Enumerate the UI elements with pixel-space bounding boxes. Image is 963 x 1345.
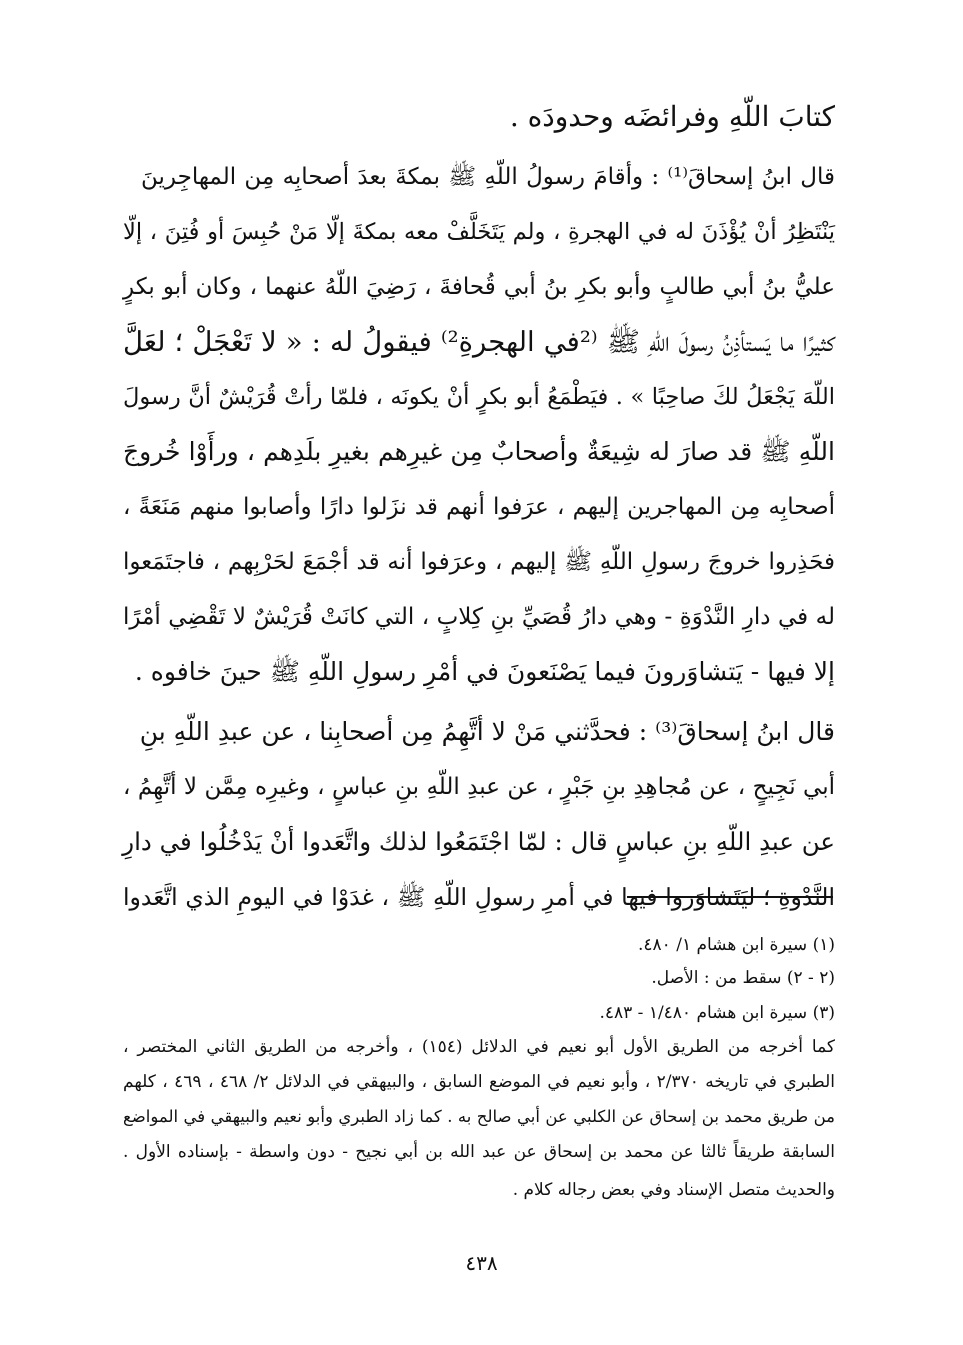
body-line-13: أبي نَجِيحٍ ، عن مُجاهِدِ بنِ جَبْرٍ ، عن عبدِ اللّهِ بنِ عباسٍ ، وغيرِه مِمَّن لا أتَّهِمُ ، bbox=[123, 774, 835, 800]
footnote-3-line-2: كما أخرجه من الطريق الأول أبو نعيم في الدلائل (١٥٤) ، وأخرجه من الطريق الثاني المختصر ، bbox=[123, 1037, 835, 1057]
body-line-14: عن عبدِ اللّهِ بنِ عباسٍ قال : لمّا اجْتَمَعُوا لذلك واتَّعَدوا أنْ يَدْخُلُوا في دارِ bbox=[122, 827, 835, 856]
body-line-11: إلا فيها - يَتشاوَرونَ فيما يَصْنَعونَ في أمْرِ رسولِ اللّهِ ﷺ حينَ خافوه . bbox=[134, 657, 835, 686]
body-line-9: فحَذِروا خروجَ رسولِ اللّهِ ﷺ إليهم ، وعرَفوا أنه قد أجْمَعَ لحَرْبِهم ، فاجتَمَعوا bbox=[123, 549, 835, 575]
body-line-7: اللّهِ ﷺ قد صارَ له شِيعَةٌ وأصحابٌ مِن غيرِهم بغيرِ بلَدِهم ، ورأَوْا خُروجَ bbox=[123, 437, 835, 466]
footnote-3-line-3: الطبري في تاريخه ٢/٣٧٠ ، وأبو نعيم في الموضع السابق ، والبيهقي في الدلائل ٢/ ٤٦٨ ، ٤٦٩ ، كلهم bbox=[123, 1072, 835, 1092]
footnote-1: (١) سيرة ابن هشام ١/ ٤٨٠. bbox=[637, 935, 835, 955]
body-line-8: أصحابِه مِن المهاجرين إليهم ، عرَفوا أنهم قد نزَلوا دارًا وأصابوا منهم مَنَعَةً ، bbox=[123, 494, 835, 520]
body-line-3: يَنْتَظِرُ أنْ يُؤْذَنَ له في الهجرةِ ، ولم يَتَخَلَّفْ معه بمكةَ إلّا مَنْ حُبِسَ أو فُتِنَ ، إلّا bbox=[123, 219, 835, 245]
body-line-10: له في دارِ النَّدْوَةِ - وهي دارُ قُصَيِّ بنِ كِلابٍ ، التي كانَتْ قُرَيْشٌ لا تَقْضِي أمْرًا bbox=[123, 604, 835, 630]
page-number: ٤٣٨ bbox=[465, 1251, 498, 1275]
footnote-separator bbox=[627, 896, 833, 898]
body-line-15: النَّدْوةِ ؛ ليَتَشاوَروا فيها في أمرِ رسولِ اللّهِ ﷺ ، غدَوْا في اليومِ الذي اتَّعَدوا bbox=[123, 883, 835, 911]
body-line-12: قال ابنُ إسحاقَ⁽³⁾ : فحدَّثني مَنْ لا أتَّهِمُ مِن أصحابِنا ، عن عبدِ اللّهِ بنِ bbox=[139, 717, 835, 746]
footnote-3-line-5: السابقة طريقاً ثالثا عن محمد بن إسحاق عن عبد الله بن أبي نجيح - دون واسطة - بإسناده الأول . bbox=[123, 1142, 835, 1162]
footnote-2: (٢ - ٢) سقط من : الأصل. bbox=[651, 968, 835, 988]
body-line-1: كتابَ اللّهِ وفرائضَه وحدودَه . bbox=[509, 100, 835, 133]
body-line-5: كثيرًا ما يَستأذِنُ رسولَ اللّهِ ﷺ ⁽²في الهجرةِ²⁾ فيقولُ له : « لا تَعْجَلْ ؛ لعَلَّ bbox=[123, 326, 835, 358]
body-line-2: قال ابنُ إسحاقَ⁽¹⁾ : وأقامَ رسولُ اللّهِ ﷺ بمكةَ بعدَ أصحابِه مِن المهاجِرينَ bbox=[141, 164, 835, 190]
footnote-3: (٣) سيرة ابن هشام ١/٤٨٠ - ٤٨٣. bbox=[599, 1003, 835, 1023]
body-line-6: اللّهَ يَجْعَلُ لكَ صاحِبًا » . فيَطْمَعُ أبو بكرٍ أنْ يكونَه ، فلمّا رأتْ قُرَيْشٌ أنَّ رسولَ bbox=[123, 384, 835, 410]
body-line-4: عليُّ بنُ أبي طالبٍ وأبو بكرِ بنُ أبي قُحافةَ ، رَضِيَ اللّهُ عنهما ، وكان أبو بكرٍ bbox=[123, 274, 835, 300]
footnote-3-line-6: والحديث متصل الإسناد وفي بعض رجاله كلام . bbox=[512, 1180, 835, 1200]
footnote-3-line-4: من طريق محمد بن إسحاق عن الكلبي عن أبي صالح به . كما زاد الطبري وأبو نعيم والبيهقي في المواضع bbox=[123, 1107, 835, 1126]
